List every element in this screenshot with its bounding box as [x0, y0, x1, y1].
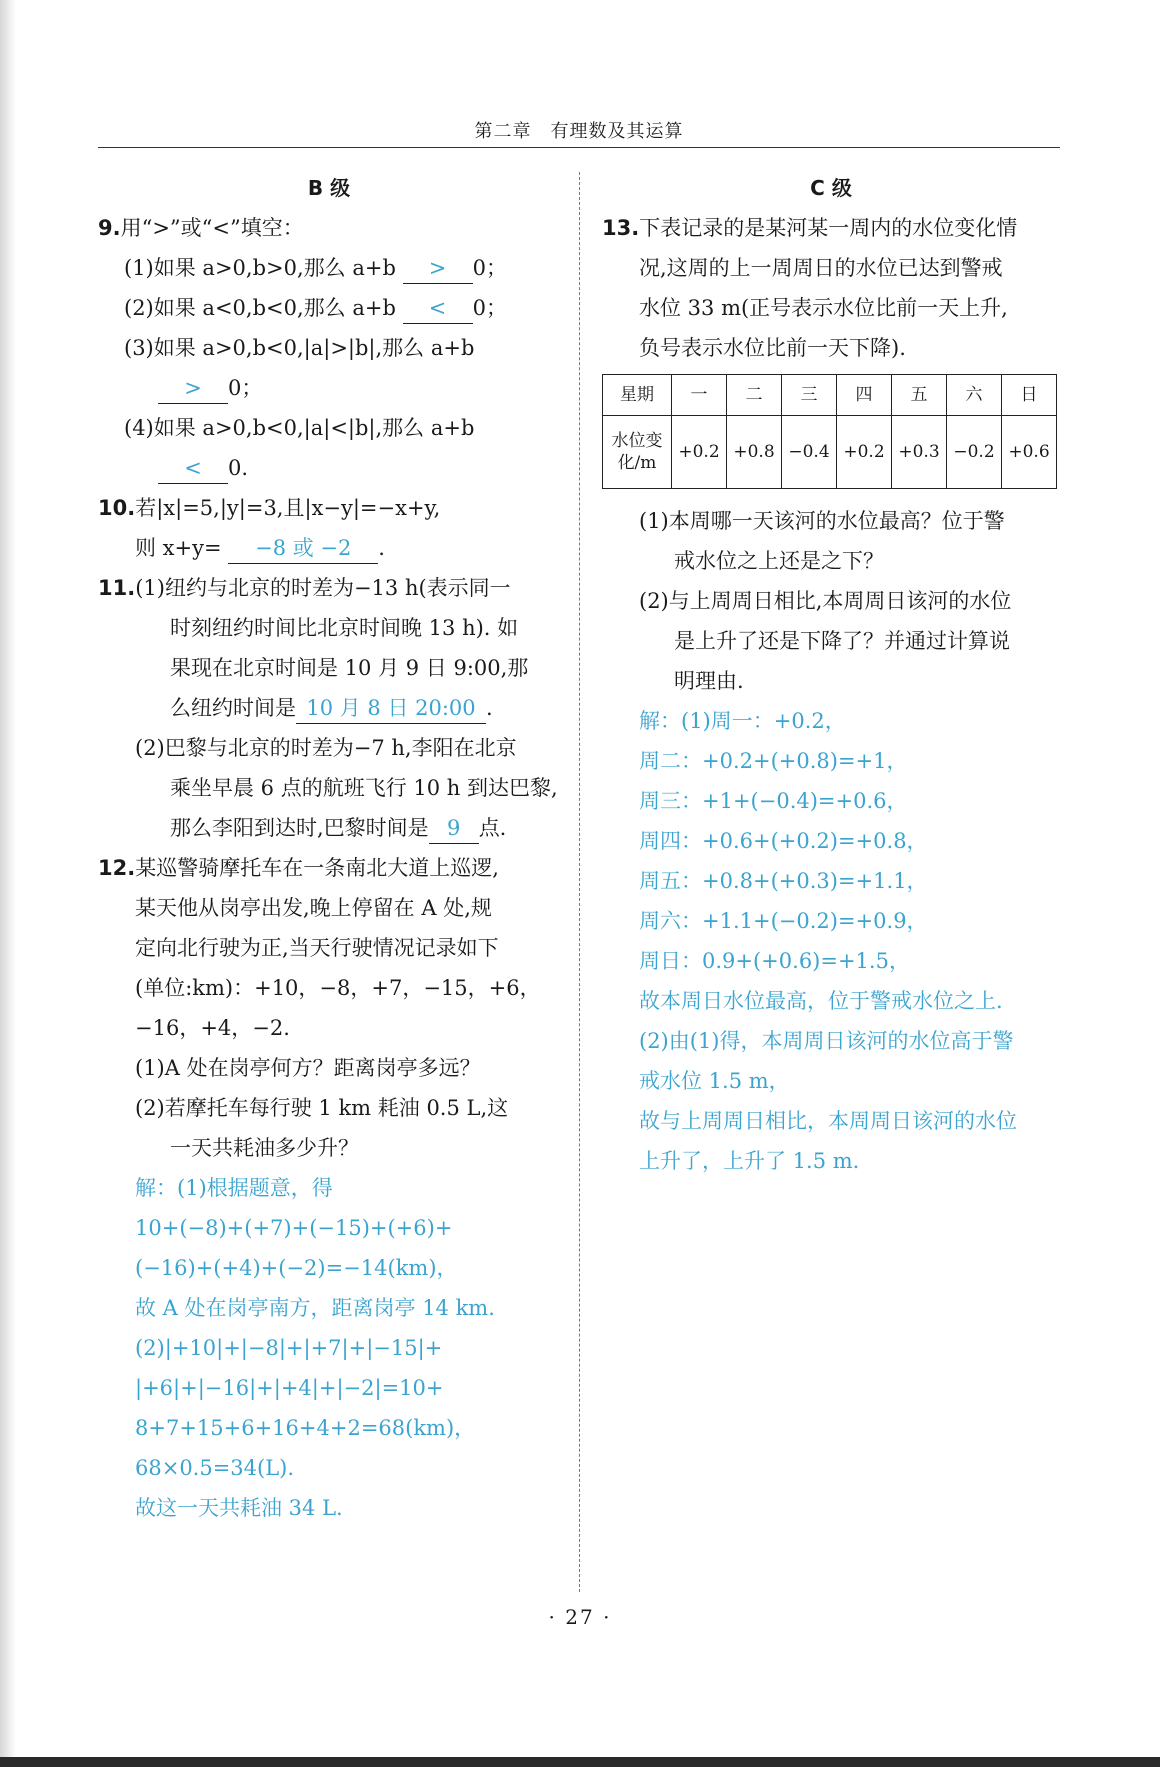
q9-part3-answer: > [158, 373, 228, 404]
q13-solution-line: 周日：0.9+(+0.6)=+1.5， [639, 949, 910, 973]
q13-solution-line: 上升了，上升了 1.5 m. [639, 1149, 860, 1173]
q13-solution-line: 周四：+0.6+(+0.2)=+0.8， [639, 829, 928, 853]
q13-solution-line: 戒水位 1.5 m， [639, 1069, 790, 1093]
q9-part1 [98, 248, 560, 288]
q11-l2: 时刻纽约时间比北京时间晚 13 h). 如 [170, 616, 519, 640]
chapter-header: 第二章 有理数及其运算 [474, 121, 684, 142]
q12-solution-line: 8+7+15+6+16+4+2=68(km)， [135, 1416, 476, 1440]
q12-solution-line: 解：(1)根据题意，得 [135, 1176, 333, 1200]
q11-l3: 果现在北京时间是 10 月 9 日 9:00,那 [170, 656, 529, 680]
table-header-label: 星期 [603, 375, 672, 416]
q10-answer: −8 或 −2 [228, 533, 378, 564]
q13-solution-line: 周二：+0.2+(+0.8)=+1， [639, 749, 908, 773]
q12-solution-line: 68×0.5=34(L). [135, 1456, 295, 1480]
q9-part2 [98, 288, 560, 328]
q13-solution-line: 周三：+1+(−0.4)=+0.6， [639, 789, 908, 813]
q12-line1 [98, 848, 560, 888]
q11-answer1: 10 月 8 日 20:00 [296, 693, 486, 724]
table-day: 三 [782, 375, 837, 416]
right-column [602, 168, 1060, 1181]
table-value: −0.4 [782, 416, 837, 489]
q12-solution-line: 故这一天共耗油 34 L. [135, 1496, 343, 1520]
bottom-band [0, 1757, 1160, 1767]
q12-l3: 定向北行驶为正,当天行驶情况记录如下 [135, 936, 499, 960]
q10-line2-text: 则 x+y= [135, 536, 222, 560]
table-header-row [603, 375, 1057, 416]
level-heading-b: B 级 [307, 176, 351, 200]
q13-sub2c: 明理由. [674, 669, 744, 693]
q9-part4-end: 0. [228, 456, 249, 480]
q9-part4-answer: < [158, 453, 228, 484]
table-day: 六 [947, 375, 1002, 416]
q9-part1-answer: > [403, 253, 473, 284]
q13-number: 13. [602, 216, 640, 240]
q11-l5: (2)巴黎与北京的时差为−7 h,李阳在北京 [135, 736, 517, 760]
q9-part1-text: (1)如果 a>0,b>0,那么 a+b [124, 256, 396, 280]
q13-solution-line: 周五：+0.8+(+0.3)=+1.1， [639, 869, 928, 893]
column-divider [579, 172, 580, 1592]
q13-l4: 负号表示水位比前一天下降). [639, 336, 906, 360]
q13-line1 [602, 208, 1060, 248]
q9-part3-text: (3)如果 a>0,b<0,|a|>|b|,那么 a+b [124, 336, 475, 360]
q11-l4-end: . [486, 696, 493, 720]
table-row-label-line1: 水位变 [611, 431, 663, 451]
q13-solution-line: 解：(1)周一：+0.2， [639, 709, 846, 733]
q13-solution-line: (2)由(1)得，本周周日该河的水位高于警 [639, 1029, 1014, 1053]
table-row-label [603, 416, 672, 489]
q12-number: 12. [98, 856, 136, 880]
q13-sub2a: (2)与上周周日相比,本周周日该河的水位 [639, 589, 1012, 613]
q9-part3-end: 0； [228, 376, 263, 400]
table-value: +0.2 [837, 416, 892, 489]
table-value: +0.3 [892, 416, 947, 489]
page-number: · 27 · [548, 1605, 612, 1629]
q9-part4-text: (4)如果 a>0,b<0,|a|<|b|,那么 a+b [124, 416, 475, 440]
q10-line1 [98, 488, 560, 528]
q11-number: 11. [98, 576, 136, 600]
q11-answer2: 9 [429, 813, 479, 844]
q9-stem-text: 用“>”或“<”填空： [120, 216, 304, 240]
q11-line1 [98, 568, 560, 608]
q11-l6: 乘坐早晨 6 点的航班飞行 10 h 到达巴黎, [170, 776, 558, 800]
page-edge-shadow [0, 0, 16, 1767]
q9-part4-answer-line [98, 448, 560, 488]
q9-number: 9. [98, 216, 121, 240]
table-value: +0.8 [727, 416, 782, 489]
q13-l1: 下表记录的是某河某一周内的水位变化情 [639, 216, 1018, 240]
q11-l1: (1)纽约与北京的时差为−13 h(表示同一 [135, 576, 511, 600]
q12-solution-line: (2)|+10|+|−8|+|+7|+|−15|+ [135, 1336, 443, 1360]
q12-solution-line: |+6|+|−16|+|+4|+|−2|=10+ [135, 1376, 444, 1400]
table-value: −0.2 [947, 416, 1002, 489]
q12-l1: 某巡警骑摩托车在一条南北大道上巡逻, [135, 856, 499, 880]
header-rule [98, 147, 1060, 148]
q11-l4 [98, 688, 560, 728]
q13-l3: 水位 33 m(正号表示水位比前一天上升, [639, 296, 1008, 320]
q13-solution-line: 周六：+1.1+(−0.2)=+0.9， [639, 909, 928, 933]
q11-l4-text: 么纽约时间是 [170, 696, 296, 720]
q12-solution-line: 故 A 处在岗亭南方，距离岗亭 14 km. [135, 1296, 495, 1320]
q11-l7-end: 点. [478, 816, 507, 840]
q12-solution [98, 1168, 560, 1528]
q12-l2: 某天他从岗亭出发,晚上停留在 A 处,规 [135, 896, 492, 920]
q9-stem [98, 208, 560, 248]
q9-part2-answer: < [403, 293, 473, 324]
table-day: 二 [727, 375, 782, 416]
q11-l7-text: 那么李阳到达时,巴黎时间是 [170, 816, 429, 840]
q12-sub1: (1)A 处在岗亭何方？距离岗亭多远？ [135, 1056, 481, 1080]
q9-part3-answer-line [98, 368, 560, 408]
q10-line2 [98, 528, 560, 568]
q13-sub2b: 是上升了还是下降了？并通过计算说 [674, 629, 1010, 653]
q12-solution-line: 10+(−8)+(+7)+(−15)+(+6)+ [135, 1216, 453, 1240]
q11-l7 [98, 808, 560, 848]
q9-part1-end: 0； [472, 256, 507, 280]
q13-solution [602, 701, 1060, 1181]
table-value-row [603, 416, 1057, 489]
table-day: 五 [892, 375, 947, 416]
q10-number: 10. [98, 496, 136, 520]
table-row-label-line2: 化/m [617, 453, 657, 473]
table-value: +0.6 [1002, 416, 1057, 489]
q10-end: . [378, 536, 385, 560]
level-heading-c: C 级 [810, 176, 852, 200]
left-column [98, 168, 560, 1528]
table-day: 日 [1002, 375, 1057, 416]
q9-part2-text: (2)如果 a<0,b<0,那么 a+b [124, 296, 396, 320]
water-level-table [602, 374, 1057, 489]
q13-sub1a: (1)本周哪一天该河的水位最高？位于警 [639, 509, 1005, 533]
q12-sub2b: 一天共耗油多少升？ [170, 1136, 359, 1160]
q13-sub1b: 戒水位之上还是之下？ [674, 549, 884, 573]
table-day: 一 [672, 375, 727, 416]
table-day: 四 [837, 375, 892, 416]
q9-part2-end: 0； [472, 296, 507, 320]
q12-solution-line: (−16)+(+4)+(−2)=−14(km)， [135, 1256, 458, 1280]
q12-l4: (单位:km)：+10，−8，+7，−15，+6， [135, 976, 541, 1000]
q10-line1-text: 若|x|=5,|y|=3,且|x−y|=−x+y, [135, 496, 441, 520]
table-value: +0.2 [672, 416, 727, 489]
q12-sub2a: (2)若摩托车每行驶 1 km 耗油 0.5 L,这 [135, 1096, 509, 1120]
q13-l2: 况,这周的上一周周日的水位已达到警戒 [639, 256, 1003, 280]
q12-l5: −16，+4，−2. [135, 1016, 290, 1040]
q13-solution-line: 故与上周周日相比，本周周日该河的水位 [639, 1109, 1017, 1133]
q13-solution-line: 故本周日水位最高，位于警戒水位之上. [639, 989, 1003, 1013]
